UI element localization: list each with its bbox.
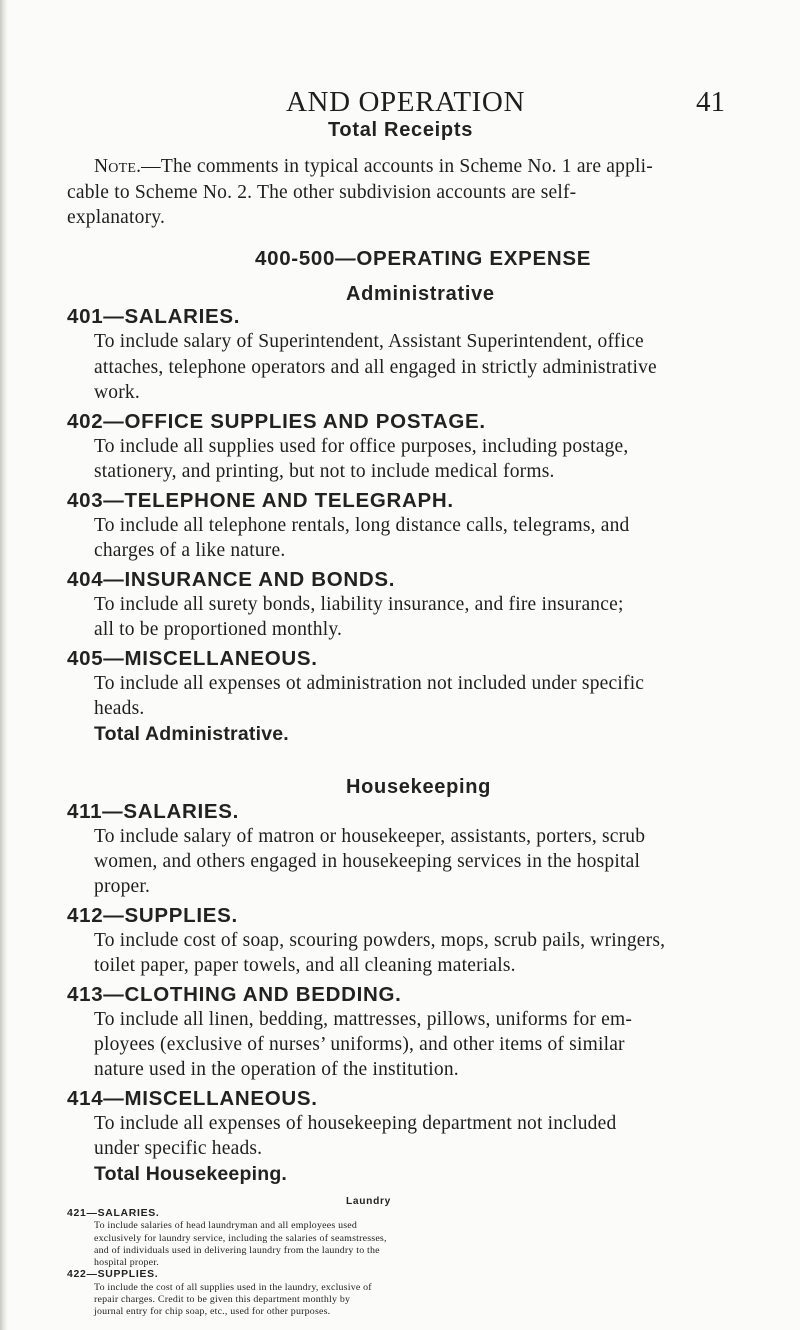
laundry-heading: Laundry — [346, 1196, 392, 1207]
account-heading: 411—SALARIES. — [67, 800, 240, 823]
account-description-line: toilet paper, paper towels, and all cleaning materials. — [94, 955, 516, 976]
note-line: cable to Scheme No. 2. The other subdivision accounts are self- — [67, 182, 577, 203]
account-description-line: To include salaries of head laundryman and all employees used — [94, 1220, 358, 1232]
note-line: explanatory. — [67, 207, 166, 228]
account-description-line: charges of a like nature. — [94, 540, 286, 561]
account-description-line: nature used in the operation of the institution. — [94, 1059, 459, 1080]
account-heading: 422—SUPPLIES. — [67, 1269, 159, 1281]
account-description-line: To include salary of Superintendent, Assistant Superintendent, office — [94, 331, 644, 352]
account-description-line: attaches, telephone operators and all engaged in strictly administrative — [94, 357, 657, 378]
note-line — [94, 156, 653, 178]
account-description-line: To include salary of matron or housekeeper, assistants, porters, scrub — [94, 826, 646, 847]
section-title: 400-500—OPERATING EXPENSE — [255, 247, 592, 270]
account-description-line: proper. — [94, 876, 151, 897]
account-heading: 413—CLOTHING AND BEDDING. — [67, 983, 402, 1006]
account-description-line: To include all supplies used for office purposes, including postage, — [94, 436, 629, 457]
account-description-line: ployees (exclusive of nurses’ uniforms), and other items of similar — [94, 1034, 625, 1055]
running-head: AND OPERATION — [286, 86, 525, 118]
total-administrative: Total Administrative. — [94, 723, 289, 745]
account-heading: 414—MISCELLANEOUS. — [67, 1087, 318, 1110]
account-description-line: To include all expenses ot administration not included under specific — [94, 673, 645, 694]
account-description-line: exclusively for laundry service, including the salaries of seamstresses, — [94, 1232, 387, 1244]
housekeeping-heading: Housekeeping — [346, 776, 492, 798]
account-description-line: To include the cost of all supplies used in the laundry, exclusive of — [94, 1281, 372, 1293]
account-description-line: stationery, and printing, but not to include medical forms. — [94, 461, 555, 482]
account-description-line: To include all surety bonds, liability insurance, and fire insurance; — [94, 594, 624, 615]
account-description-line: women, and others engaged in housekeeping services in the hospital — [94, 851, 641, 872]
account-description-line: To include all telephone rentals, long distance calls, telegrams, and — [94, 515, 630, 536]
account-heading: 403—TELEPHONE AND TELEGRAPH. — [67, 489, 454, 512]
account-description-line: work. — [94, 382, 140, 403]
total-housekeeping: Total Housekeeping. — [94, 1163, 288, 1185]
page-number: 41 — [696, 86, 725, 118]
account-description-line: and of individuals used in delivering laundry from the laundry to the — [94, 1244, 380, 1256]
account-description-line: under specific heads. — [94, 1138, 263, 1159]
account-heading: 402—OFFICE SUPPLIES AND POSTAGE. — [67, 410, 486, 433]
total-receipts-heading: Total Receipts — [328, 119, 474, 141]
account-description-line: To include cost of soap, scouring powders, mops, scrub pails, wringers, — [94, 930, 666, 951]
account-description-line: To include all expenses of housekeeping department not included — [94, 1113, 617, 1134]
account-description-line: heads. — [94, 698, 145, 719]
account-heading: 412—SUPPLIES. — [67, 904, 238, 927]
account-heading: 421—SALARIES. — [67, 1207, 160, 1219]
account-description-line: hospital proper. — [94, 1257, 159, 1269]
administrative-heading: Administrative — [346, 283, 495, 305]
account-heading: 404—INSURANCE AND BONDS. — [67, 568, 396, 591]
note-text: —The comments in typical accounts in Scheme No. 1 are appli- — [141, 156, 653, 177]
account-heading: 401—SALARIES. — [67, 305, 241, 328]
account-heading: 405—MISCELLANEOUS. — [67, 647, 318, 670]
account-description-line: repair charges. Credit to be given this department monthly by — [94, 1293, 351, 1305]
account-description-line: journal entry for chip soap, etc., used for other purposes. — [94, 1306, 331, 1317]
account-description-line: all to be proportioned monthly. — [94, 619, 343, 640]
note-label: Note. — [94, 156, 142, 177]
account-description-line: To include all linen, bedding, mattresses, pillows, uniforms for em- — [94, 1009, 633, 1030]
